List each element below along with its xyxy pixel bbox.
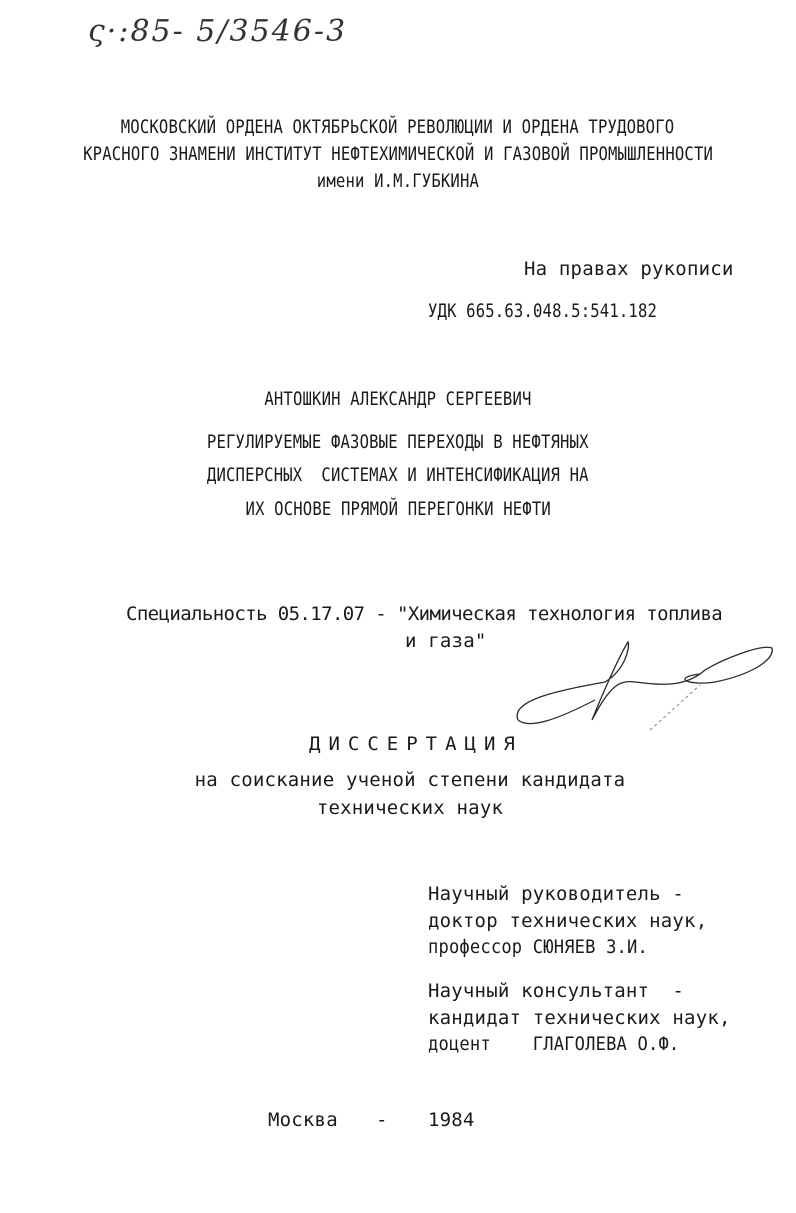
title-line-2 [0, 464, 796, 486]
manuscript-rights: На правах рукописи [524, 258, 734, 280]
author-name [0, 388, 796, 410]
consultant-line-3-text: доцент ГЛАГОЛЕВА О.Ф. [428, 1033, 680, 1055]
consultant-line-1: Научный консультант - [428, 980, 685, 1002]
institution-line-3-text: имени И.М.ГУБКИНА [316, 170, 480, 192]
supervisor-line-2: доктор технических наук, [428, 910, 708, 932]
consultant-line-3 [428, 1033, 707, 1055]
institution-line-2 [0, 143, 796, 165]
title-line-1-text: РЕГУЛИРУЕМЫЕ ФАЗОВЫЕ ПЕРЕХОДЫ В НЕФТЯНЫХ [207, 431, 589, 453]
udk-code [428, 300, 707, 322]
specialty-line-2: и газа" [405, 630, 487, 652]
udk-code-text: УДК 665.63.048.5:541.182 [428, 300, 658, 322]
title-line-1 [0, 431, 796, 453]
handwritten-archive-number: ς·:85- 5/3546-3 [88, 14, 348, 49]
supervisor-line-1: Научный руководитель - [428, 883, 685, 905]
institution-line-1-text: МОСКОВСКИЙ ОРДЕНА ОКТЯБРЬСКОЙ РЕВОЛЮЦИИ И ОРДЕНА ТРУДОВОГО [121, 116, 675, 138]
degree-line-1: на соискание ученой степени кандидата [194, 769, 626, 791]
supervisor-line-3 [428, 936, 672, 958]
supervisor-line-3-text: профессор СЮНЯЕВ З.И. [428, 936, 648, 958]
title-line-3 [0, 498, 796, 520]
footer-year: 1984 [428, 1109, 475, 1131]
title-line-2-text: ДИСПЕРСНЫХ СИСТЕМАХ И ИНТЕНСИФИКАЦИЯ НА [207, 464, 589, 486]
author-name-text: АНТОШКИН АЛЕКСАНДР СЕРГЕЕВИЧ [264, 388, 532, 410]
document-type: ДИССЕРТАЦИЯ [309, 733, 523, 755]
signature-image [500, 630, 790, 745]
consultant-line-2: кандидат технических наук, [428, 1007, 731, 1029]
specialty-line-1: Специальность 05.17.07 - "Химическая технология топлива [126, 603, 723, 625]
institution-line-3 [0, 170, 796, 192]
title-line-3-text: ИХ ОСНОВЕ ПРЯМОЙ ПЕРЕГОНКИ НЕФТИ [245, 498, 551, 520]
footer-city: Москва [268, 1109, 338, 1131]
institution-line-1 [0, 116, 796, 138]
footer-dash: - [376, 1109, 388, 1131]
institution-line-2-text: КРАСНОГО ЗНАМЕНИ ИНСТИТУТ НЕФТЕХИМИЧЕСКОЙ И ГАЗОВОЙ ПРОМЫШЛЕННОСТИ [83, 143, 713, 165]
degree-line-2: технических наук [316, 797, 504, 819]
